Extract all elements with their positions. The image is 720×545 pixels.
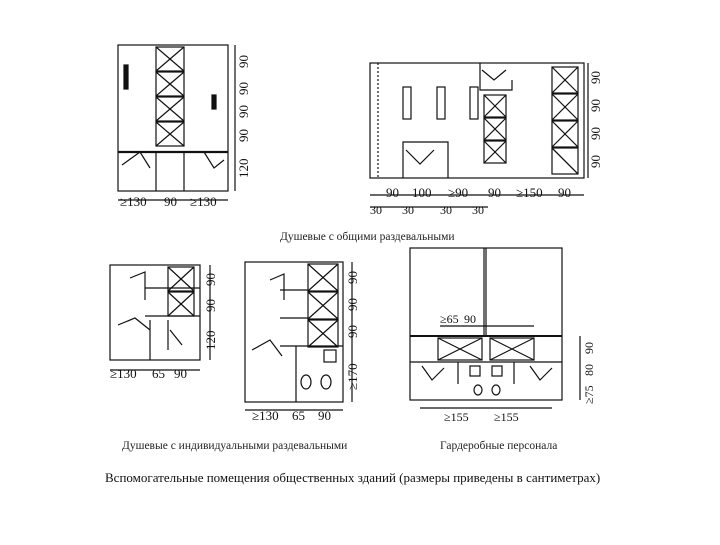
dimension-label: 90 [558, 185, 571, 200]
dimension-label: 65 [152, 366, 165, 381]
dimension-label: ≥170 [345, 363, 360, 390]
shower-stall-group [438, 338, 534, 360]
dimension-label: 120 [203, 330, 218, 350]
caption-common-showers: Душевые с общими раздевальными [280, 231, 455, 243]
shower-stall-group [552, 67, 578, 174]
dimension-label: 90 [236, 105, 251, 118]
dimension-label: ≥130 [252, 408, 279, 423]
dimension-label: 90 [318, 408, 331, 423]
dimension-label: 90 [236, 55, 251, 68]
toilet-fixture-group [470, 366, 502, 395]
shower-stall-group [156, 47, 184, 146]
dimension-label: 90 [588, 127, 603, 140]
dimension-label: 90 [345, 325, 360, 338]
dimension-label: 120 [236, 158, 251, 178]
dimension-label: 90 [588, 99, 603, 112]
dimension-label: 90 [588, 155, 603, 168]
dimension-label: 90 [236, 129, 251, 142]
shower-stall-group [168, 267, 194, 316]
dimension-label: 90 [236, 82, 251, 95]
dimension-label: 30 [402, 203, 414, 217]
dimension-label: 30 [370, 203, 382, 217]
dimension-label: 90 [588, 71, 603, 84]
dimension-label: ≥90 [448, 185, 469, 200]
dimension-label: 90 [464, 312, 476, 326]
dimension-label: 100 [412, 185, 432, 200]
dimension-label: ≥155 [444, 410, 469, 424]
toilet-fixture-group [301, 350, 336, 389]
dimension-label: ≥130 [190, 194, 217, 209]
plan-common-shower-narrow [118, 45, 235, 200]
shower-stall-group [308, 264, 338, 347]
figure-title: Вспомогательные помещения общественных зданий (размеры приведены в сантиметрах) [105, 470, 601, 485]
dimension-label: ≥130 [120, 194, 147, 209]
dimension-label: 65 [292, 408, 305, 423]
dimension-label: ≥150 [516, 185, 543, 200]
dimension-label: 30 [472, 203, 484, 217]
dimension-label: 30 [440, 203, 452, 217]
dimension-label: 90 [174, 366, 187, 381]
dimension-label: ≥65 [440, 312, 459, 326]
dimension-label: ≥75 [582, 385, 596, 404]
dimension-label: 90 [203, 273, 218, 286]
plan-individual-shower-toilet [245, 262, 352, 410]
caption-staff-cloakroom: Гардеробные персонала [440, 440, 558, 452]
dimension-label: 90 [203, 299, 218, 312]
dimension-label: 90 [345, 271, 360, 284]
dimension-label: 80 [582, 364, 596, 376]
dimension-label: ≥130 [110, 366, 137, 381]
dimension-label: 90 [488, 185, 501, 200]
shower-stall-group [484, 95, 506, 163]
plan-common-shower-wide [370, 63, 588, 207]
dimension-label: 90 [164, 194, 177, 209]
plan-individual-shower-small [110, 265, 210, 370]
dimension-label: 90 [345, 298, 360, 311]
dimension-label: ≥155 [494, 410, 519, 424]
plan-staff-cloakroom [410, 248, 580, 408]
caption-individual-showers: Душевые с индивидуальными раздевальными [122, 440, 348, 452]
dimension-label: 90 [386, 185, 399, 200]
dimension-label: 90 [582, 342, 596, 354]
